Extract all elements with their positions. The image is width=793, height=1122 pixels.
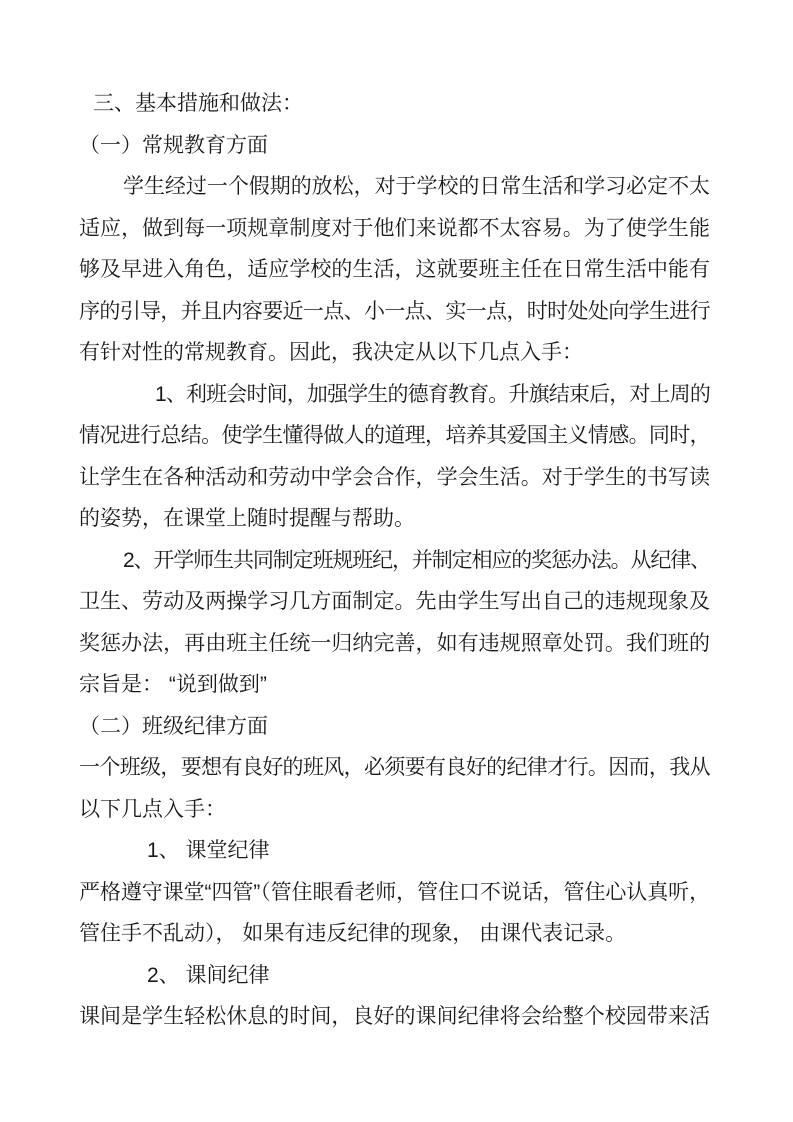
line-text: 情况进行总结。使学生懂得做人的道理，培养其爱国主义情感。同时，: [79, 424, 710, 447]
text-line: [79, 498, 710, 540]
line-text: 序的引导，并且内容要近一点、小一点、实一点，时时处处向学生进行: [79, 299, 710, 323]
line-text: 2、 课间纪律: [147, 963, 270, 987]
heading-subsection-one: [79, 125, 710, 167]
line-text: 的姿势，在课堂上随时提醒与帮助。: [79, 507, 415, 530]
line-text: 够及早进入角色，适应学校的生活，这就要班主任在日常生活中能有: [79, 258, 710, 281]
line-text: 1、 课堂纪律: [147, 839, 270, 862]
text-line: [79, 747, 710, 789]
line-text: 一个班级，要想有良好的班风，必须要有良好的纪律才行。因而，我从: [79, 756, 710, 779]
text-line: [79, 913, 710, 955]
heading-break-discipline: [79, 955, 710, 997]
heading-classroom-discipline: [79, 830, 710, 872]
line-text: 课间是学生轻松休息的时间，良好的课间纪律将会给整个校园带来活: [79, 1005, 710, 1028]
line-text: （二）班级纪律方面: [79, 714, 268, 738]
line-text: （一）常规教育方面: [79, 133, 268, 157]
line-text: 让学生在各种活动和劳动中学会合作，学会生活。对于学生的书写读: [79, 465, 710, 489]
heading-subsection-two: [79, 706, 710, 748]
text-line: [79, 332, 710, 374]
line-text: 1、利班会时间，加强学生的德育教育。升旗结束后，对上周的: [155, 382, 710, 406]
text-line: [79, 581, 710, 623]
text-line: [79, 623, 710, 665]
line-text: 三、基本措施和做法：: [93, 92, 303, 115]
list-item-one-line: [79, 374, 710, 416]
line-text: 以下几点入手：: [79, 797, 226, 821]
line-text: 管住手不乱动）， 如果有违反纪律的现象， 由课代表记录。: [79, 922, 627, 945]
text-line: [79, 291, 710, 333]
line-text: 适应，做到每一项规章制度对于他们来说都不太容易。为了使学生能: [79, 216, 710, 240]
text-line: [79, 996, 710, 1038]
text-line: [79, 166, 710, 208]
heading-section-three: [79, 83, 710, 125]
text-line: [79, 789, 710, 831]
text-line: [79, 872, 710, 914]
list-item-two-line: [79, 540, 710, 582]
line-text: 宗旨是： “说到做到”: [79, 673, 267, 696]
line-text: 2、开学师生共同制定班规班纪，并制定相应的奖惩办法。从纪律、: [123, 548, 710, 572]
text-line: [79, 415, 710, 457]
text-line: [79, 664, 710, 706]
line-text: 学生经过一个假期的放松，对于学校的日常生活和学习必定不太: [123, 175, 710, 198]
line-text: 有针对性的常规教育。因此，我决定从以下几点入手：: [79, 341, 583, 364]
text-line: [79, 457, 710, 499]
document-body: [79, 83, 710, 1038]
text-line: [79, 249, 710, 291]
text-line: [79, 208, 710, 250]
line-text: 卫生、劳动及两操学习几方面制定。先由学生写出自己的违规现象及: [79, 590, 710, 613]
line-text: 奖惩办法，再由班主任统一归纳完善，如有违规照章处罚。我们班的: [79, 631, 710, 655]
line-text: 严格遵守课堂“四管”（管住眼看老师，管住口不说话，管住心认真听，: [79, 880, 710, 904]
